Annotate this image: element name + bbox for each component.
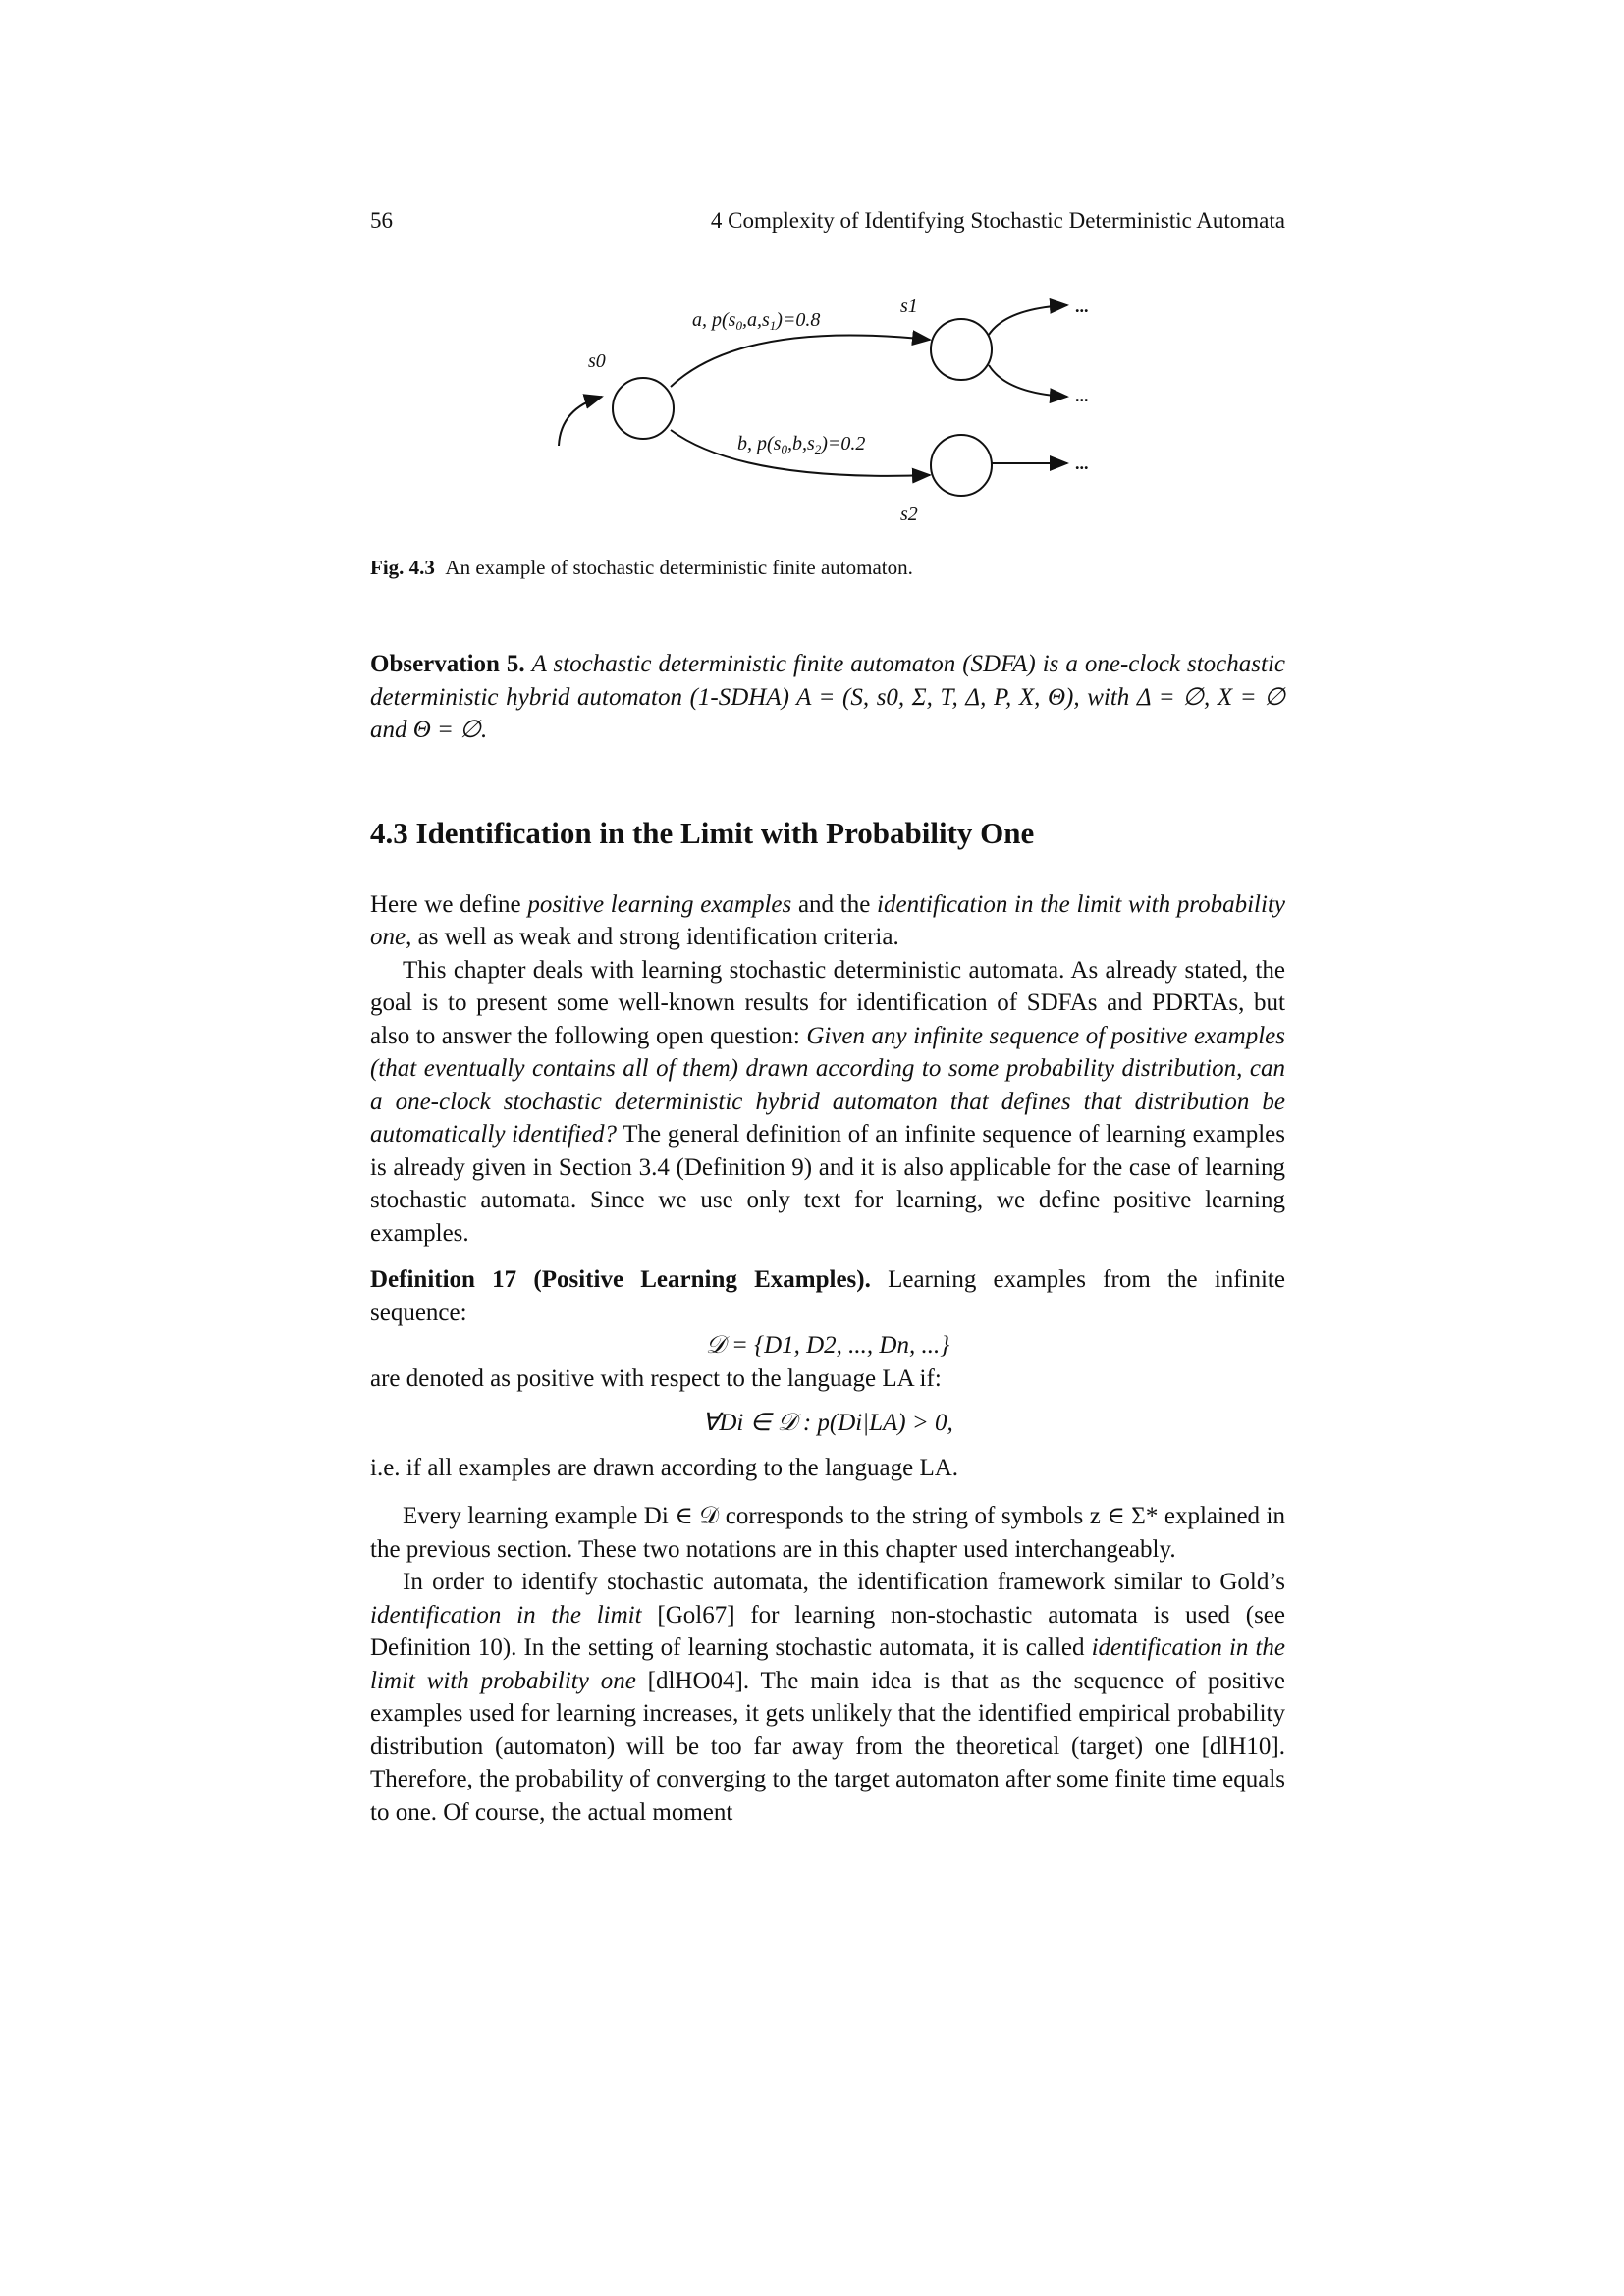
state-s2-circle [931,435,992,496]
edge-a [671,335,930,387]
edge-a-label: a, $p(s_0,a,s_1)=0.8$ [692,309,821,333]
definition-17 [370,1263,1285,1329]
definition-after-formula1: are denoted as positive with respect to the language LA if: [370,1364,942,1392]
initial-arrow [559,397,602,446]
definition-label: Definition 17 (Positive Learning Examples). [370,1266,871,1293]
paragraph-open-question: This chapter deals with learning stochastic deterministic automata. As already stated, the goal is to present some well-known results for identification of SDFAs and PDRTAs, but also to answer the following open question: Given any infinite sequence of positive examples (that eventually contains all of them) drawn according to some probability distribution, can a one-clock stochastic deterministic hybrid automaton that defines that distribution be automatically identified? The general definition of an infinite sequence of learning examples is already given in Section 3.4 (Definition 9) and it is also applicable for the case of learning stochastic automata. Since we use only text for learning, we define positive learning examples. [370,956,1285,1247]
edge-b-label: b, $p(s_0,b,s_2)=0.2$ [737,433,866,456]
observation-5 [370,648,1285,747]
caption-text: An example of stochastic deterministic finite automaton. [445,556,913,579]
state-s1-circle [931,319,992,380]
caption-label: Fig. 4.3 [370,556,435,579]
automaton-figure [545,291,1114,526]
definition-after-formula2: i.e. if all examples are drawn according to the language LA. [370,1454,959,1481]
definition-text: Learning examples from the infinite sequence: [370,1266,1285,1326]
automaton-diagram [545,291,1114,526]
state-s2-label: s2 [900,504,918,525]
page-header [370,208,1285,238]
observation-text: A stochastic deterministic finite automaton (SDFA) is a one-clock stochastic deterministic hybrid automaton (1-SDHA) A = (S, s0, Σ, T, Δ, P, X, Θ), with Δ = ∅, X = ∅ and Θ = ∅. [370,651,1285,743]
paragraph-intro: Here we define positive learning examples and the identification in the limit with probability one, as well as weak and strong identification criteria. [370,890,1285,950]
page-body [370,648,1285,1829]
state-s1-label: s1 [900,295,918,317]
page-number: 56 [370,208,393,233]
running-title: 4 Complexity of Identifying Stochastic Deterministic Automata [710,208,1285,233]
figure-caption [370,556,1285,580]
observation-label: Observation 5. [370,651,525,677]
state-s0-circle [613,378,674,439]
paragraph-identification: In order to identify stochastic automata, the identification framework similar to Gold’s identification in the limit [Gol67] for learning non-stochastic automata is used (see Definition 10). In the setting of learning stochastic automata, it is called identification in the limit with probability one [dlHO04]. The main idea is that as the sequence of positive examples used for learning increases, it gets unlikely that the identified empirical probability distribution (automaton) will be too far away from the theoretical (target) one [dlH10]. Therefore, the probability of converging to the target automaton after some finite time equals to one. Of course, the actual moment [370,1569,1285,1826]
paragraph-notation: Every learning example Di ∈ 𝒟 corresponds to the string of symbols z ∈ Σ* explained in the previous section. These two notations are in this chapter used interchangeably. [370,1503,1285,1563]
ellipsis-s2: ... [1075,454,1089,473]
ellipsis-s1-down: ... [1075,386,1089,405]
edge-s1-up [989,305,1067,335]
ellipsis-s1-up: ... [1075,296,1089,316]
edge-s1-down [989,365,1067,397]
formula-positive: ∀Di ∈ 𝒟 : p(Di|LA) > 0, [702,1410,953,1436]
formula-dataset: 𝒟 = {D1, D2, ..., Dn, ...} [705,1332,950,1359]
state-s0-label: s0 [588,350,606,372]
section-title: 4.3 Identification in the Limit with Probability One [370,815,1035,850]
